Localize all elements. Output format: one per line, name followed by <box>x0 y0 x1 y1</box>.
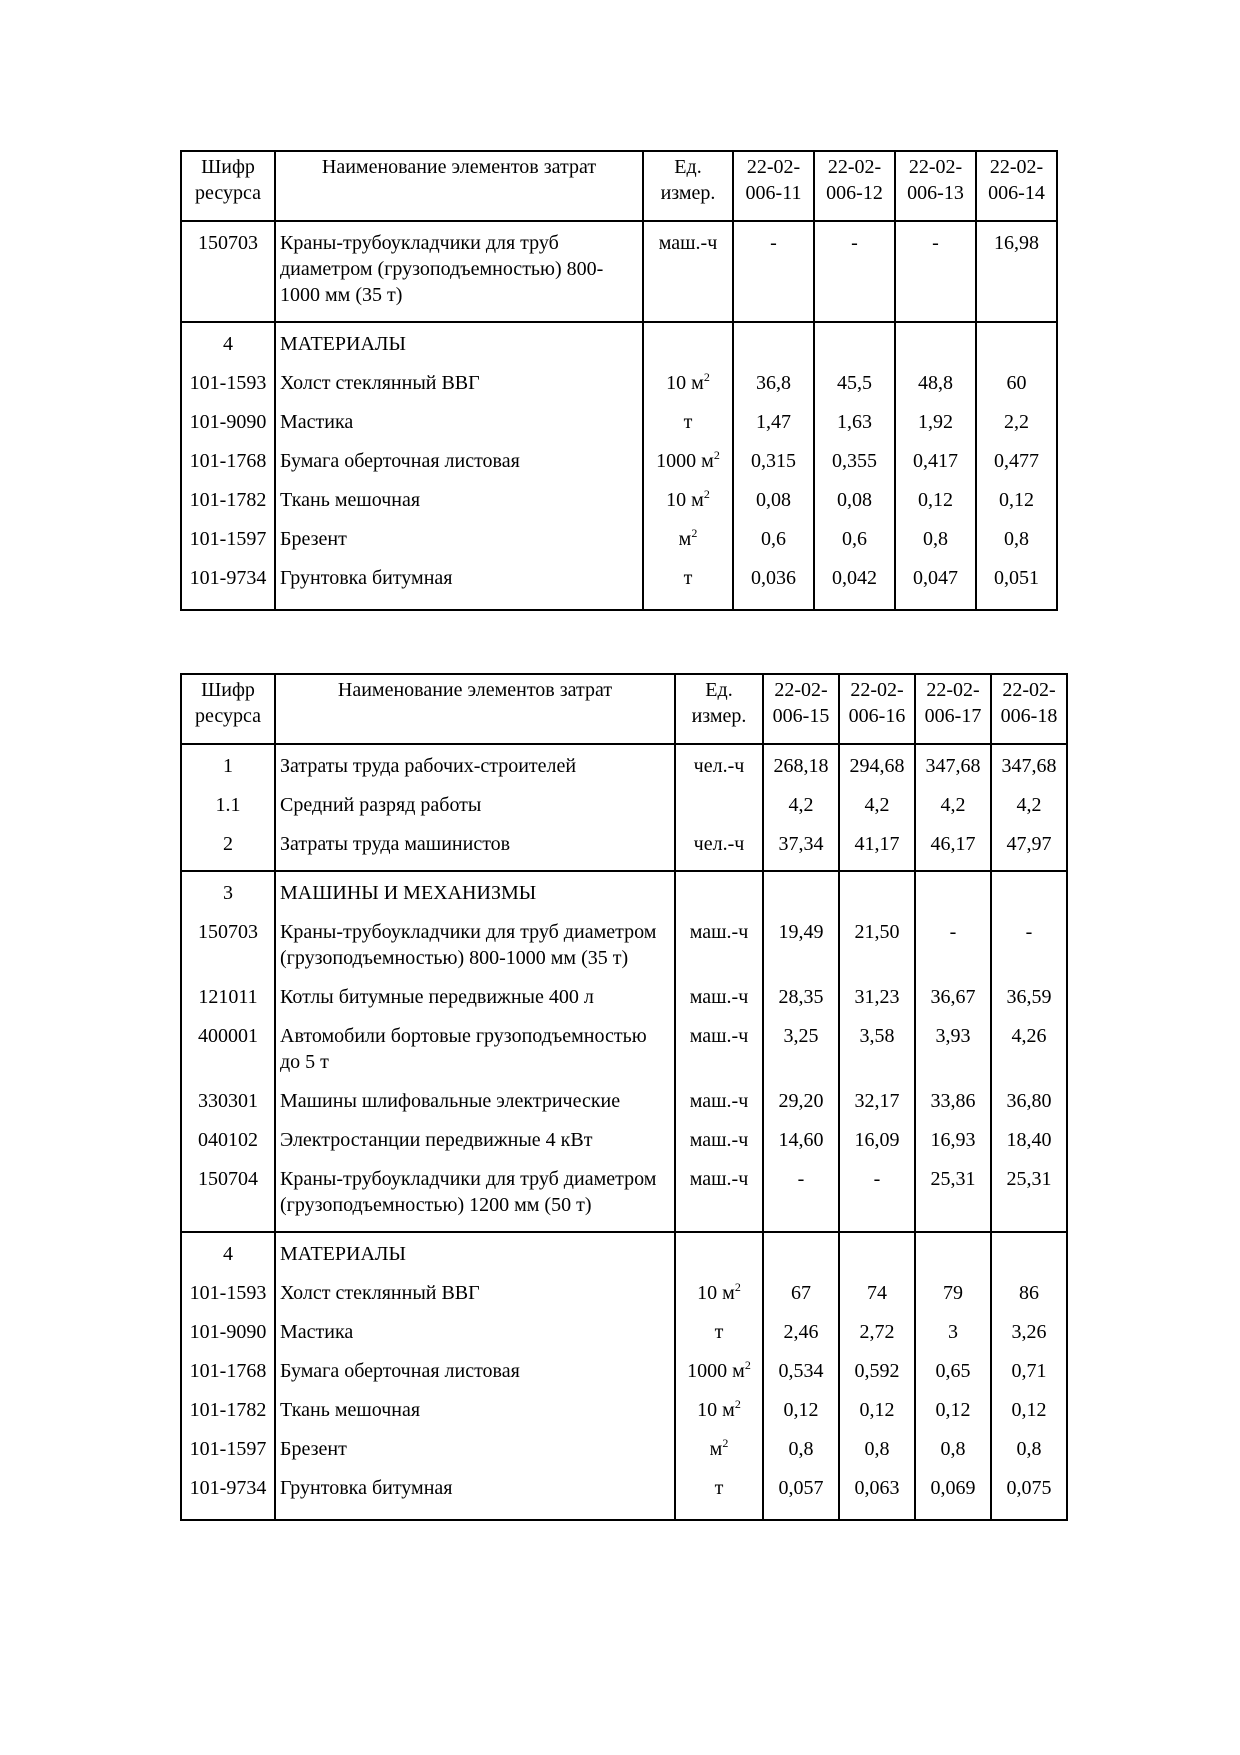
norm-value: 36,59 <box>991 984 1067 1023</box>
resource-code: 150703 <box>181 221 275 322</box>
unit-cell <box>643 487 733 526</box>
header-norm-code: 22-02-006-11 <box>733 151 814 221</box>
unit-cell <box>643 565 733 610</box>
unit-cell <box>675 1436 763 1475</box>
norm-value <box>915 1232 991 1280</box>
table-row <box>181 792 1067 831</box>
header-name: Наименование элементов затрат <box>275 674 675 744</box>
unit-text: маш.-ч <box>689 1025 749 1047</box>
norm-value: 18,40 <box>991 1127 1067 1166</box>
norm-value: 60 <box>976 370 1057 409</box>
norm-value: 347,68 <box>991 744 1067 792</box>
norm-value: 0,417 <box>895 448 976 487</box>
norm-value: 2,2 <box>976 409 1057 448</box>
resource-code: 101-1782 <box>181 487 275 526</box>
norm-value: 0,8 <box>763 1436 839 1475</box>
cost-element-name: Брезент <box>275 1436 675 1475</box>
norm-value: 0,315 <box>733 448 814 487</box>
norm-value: 0,6 <box>733 526 814 565</box>
header-norm-code: 22-02-006-14 <box>976 151 1057 221</box>
norm-value: 2,46 <box>763 1319 839 1358</box>
table-row <box>181 984 1067 1023</box>
norm-value: 4,2 <box>915 792 991 831</box>
norm-value: 0,12 <box>915 1397 991 1436</box>
table-row <box>181 370 1057 409</box>
resource-code: 101-1597 <box>181 1436 275 1475</box>
norm-value: 294,68 <box>839 744 915 792</box>
cost-element-name: Ткань мешочная <box>275 1397 675 1436</box>
norm-value: 0,036 <box>733 565 814 610</box>
unit-cell <box>675 1397 763 1436</box>
table-row <box>181 221 1057 322</box>
resource-code: 101-1593 <box>181 1280 275 1319</box>
unit-text: т <box>683 411 693 433</box>
unit-text: 10 м <box>666 372 704 394</box>
norm-value: 41,17 <box>839 831 915 871</box>
unit-cell <box>643 409 733 448</box>
norm-value: 47,97 <box>991 831 1067 871</box>
resource-code: 101-1597 <box>181 526 275 565</box>
cost-element-name: Краны-трубоукладчики для труб диаметром (грузоподъемностью) 1200 мм (50 т) <box>275 1166 675 1232</box>
norm-value: 0,057 <box>763 1475 839 1520</box>
norm-value: 0,042 <box>814 565 895 610</box>
norm-value: 0,8 <box>915 1436 991 1475</box>
norm-value: 3,93 <box>915 1023 991 1088</box>
table-row <box>181 1166 1067 1232</box>
unit-exponent: 2 <box>703 370 710 384</box>
norm-value: 0,8 <box>991 1436 1067 1475</box>
norm-value: 4,2 <box>763 792 839 831</box>
norm-value: 33,86 <box>915 1088 991 1127</box>
norm-value <box>976 322 1057 370</box>
resource-code: 150703 <box>181 919 275 984</box>
cost-element-name: Холст стеклянный ВВГ <box>275 1280 675 1319</box>
norm-value: - <box>839 1166 915 1232</box>
table-header-row <box>181 674 1067 744</box>
norm-value: 0,12 <box>991 1397 1067 1436</box>
norm-value: 16,09 <box>839 1127 915 1166</box>
norm-value: 3,58 <box>839 1023 915 1088</box>
norm-value: 3,25 <box>763 1023 839 1088</box>
header-unit: Ед. измер. <box>675 674 763 744</box>
norm-value: 31,23 <box>839 984 915 1023</box>
norm-value <box>733 322 814 370</box>
unit-cell <box>675 1319 763 1358</box>
unit-text: маш.-ч <box>658 232 718 254</box>
cost-element-name: Мастика <box>275 409 643 448</box>
norm-value: 0,8 <box>895 526 976 565</box>
norm-value: 36,67 <box>915 984 991 1023</box>
cost-element-name: Краны-трубоукладчики для труб диаметром (грузоподъемностью) 800-1000 мм (35 т) <box>275 919 675 984</box>
resource-code: 4 <box>181 322 275 370</box>
cost-element-name: Брезент <box>275 526 643 565</box>
cost-element-name: Мастика <box>275 1319 675 1358</box>
unit-exponent: 2 <box>722 1436 729 1450</box>
table-row <box>181 1232 1067 1280</box>
cost-element-name: Машины шлифовальные электрические <box>275 1088 675 1127</box>
norm-value: 0,047 <box>895 565 976 610</box>
resource-code: 101-1768 <box>181 448 275 487</box>
cost-element-name: Автомобили бортовые грузоподъемностью до 5 т <box>275 1023 675 1088</box>
resource-code: 101-1593 <box>181 370 275 409</box>
resource-code: 040102 <box>181 1127 275 1166</box>
norm-value: - <box>763 1166 839 1232</box>
table-row <box>181 1319 1067 1358</box>
unit-cell <box>675 1280 763 1319</box>
cost-element-name: Котлы битумные передвижные 400 л <box>275 984 675 1023</box>
table-header-row <box>181 151 1057 221</box>
table-row <box>181 1397 1067 1436</box>
unit-cell <box>643 322 733 370</box>
unit-cell <box>675 1166 763 1232</box>
table-row <box>181 1280 1067 1319</box>
norm-value: - <box>895 221 976 322</box>
unit-cell <box>675 919 763 984</box>
norm-value: 36,8 <box>733 370 814 409</box>
norm-value <box>895 322 976 370</box>
unit-cell <box>675 1127 763 1166</box>
resource-code: 101-9734 <box>181 1475 275 1520</box>
unit-cell <box>643 448 733 487</box>
header-name: Наименование элементов затрат <box>275 151 643 221</box>
norm-value: 0,12 <box>839 1397 915 1436</box>
norm-value: 74 <box>839 1280 915 1319</box>
norm-value: 1,63 <box>814 409 895 448</box>
header-unit: Ед. измер. <box>643 151 733 221</box>
cost-element-name: Затраты труда машинистов <box>275 831 675 871</box>
norm-value: 0,65 <box>915 1358 991 1397</box>
norm-value: 36,80 <box>991 1088 1067 1127</box>
norm-value: 4,26 <box>991 1023 1067 1088</box>
resource-code: 101-9090 <box>181 1319 275 1358</box>
unit-text: чел.-ч <box>693 755 745 777</box>
norm-value <box>991 871 1067 919</box>
norm-value: 67 <box>763 1280 839 1319</box>
header-norm-code: 22-02-006-12 <box>814 151 895 221</box>
norm-value <box>814 322 895 370</box>
norm-value: 45,5 <box>814 370 895 409</box>
unit-text: 10 м <box>697 1282 735 1304</box>
table-row <box>181 831 1067 871</box>
table-row <box>181 1475 1067 1520</box>
table-row <box>181 409 1057 448</box>
resource-code: 3 <box>181 871 275 919</box>
table-row <box>181 1127 1067 1166</box>
unit-cell <box>675 1358 763 1397</box>
norm-value: 1,47 <box>733 409 814 448</box>
cost-element-name: Ткань мешочная <box>275 487 643 526</box>
norm-value: 0,08 <box>733 487 814 526</box>
header-norm-code: 22-02-006-18 <box>991 674 1067 744</box>
norm-value: 46,17 <box>915 831 991 871</box>
unit-text: маш.-ч <box>689 1090 749 1112</box>
header-norm-code: 22-02-006-17 <box>915 674 991 744</box>
resource-table-2 <box>180 673 1068 1521</box>
resource-code: 400001 <box>181 1023 275 1088</box>
unit-exponent: 2 <box>734 1280 741 1294</box>
table-row <box>181 744 1067 792</box>
cost-element-name: Бумага оберточная листовая <box>275 1358 675 1397</box>
norm-value: 0,051 <box>976 565 1057 610</box>
section-title: МАТЕРИАЛЫ <box>275 1232 675 1280</box>
unit-cell <box>675 1232 763 1280</box>
norm-value: 3,26 <box>991 1319 1067 1358</box>
cost-element-name: Грунтовка битумная <box>275 565 643 610</box>
table-row <box>181 526 1057 565</box>
table-row <box>181 1088 1067 1127</box>
resource-code: 150704 <box>181 1166 275 1232</box>
unit-cell <box>675 744 763 792</box>
norm-value: 0,075 <box>991 1475 1067 1520</box>
resource-code: 4 <box>181 1232 275 1280</box>
norm-value: 28,35 <box>763 984 839 1023</box>
norm-value <box>839 1232 915 1280</box>
unit-cell <box>675 1475 763 1520</box>
norm-value: 16,98 <box>976 221 1057 322</box>
table-row <box>181 1023 1067 1088</box>
header-norm-code: 22-02-006-16 <box>839 674 915 744</box>
resource-code: 101-1782 <box>181 1397 275 1436</box>
unit-exponent: 2 <box>713 448 720 462</box>
unit-cell <box>675 792 763 831</box>
norm-value: 0,8 <box>839 1436 915 1475</box>
header-norm-code: 22-02-006-13 <box>895 151 976 221</box>
unit-text: м <box>678 528 692 550</box>
norm-value: - <box>991 919 1067 984</box>
norm-value: 0,592 <box>839 1358 915 1397</box>
norm-value: 0,12 <box>976 487 1057 526</box>
unit-exponent: 2 <box>744 1358 751 1372</box>
norm-value: 0,8 <box>976 526 1057 565</box>
cost-element-name: Бумага оберточная листовая <box>275 448 643 487</box>
norm-value: 19,49 <box>763 919 839 984</box>
unit-text: 10 м <box>697 1399 735 1421</box>
unit-text: 1000 м <box>687 1360 745 1382</box>
norm-value: 21,50 <box>839 919 915 984</box>
resource-code: 101-9734 <box>181 565 275 610</box>
norm-value: 0,08 <box>814 487 895 526</box>
norm-value: 25,31 <box>991 1166 1067 1232</box>
norm-value: 32,17 <box>839 1088 915 1127</box>
cost-element-name: Холст стеклянный ВВГ <box>275 370 643 409</box>
resource-table-1 <box>180 150 1058 611</box>
resource-code: 330301 <box>181 1088 275 1127</box>
norm-value: 3 <box>915 1319 991 1358</box>
section-title: МАШИНЫ И МЕХАНИЗМЫ <box>275 871 675 919</box>
cost-element-name: Затраты труда рабочих-строителей <box>275 744 675 792</box>
unit-cell <box>675 984 763 1023</box>
unit-text: т <box>683 567 693 589</box>
unit-text: м <box>709 1438 723 1460</box>
unit-text: маш.-ч <box>689 1129 749 1151</box>
norm-value: 1,92 <box>895 409 976 448</box>
norm-value: 347,68 <box>915 744 991 792</box>
norm-value <box>763 1232 839 1280</box>
unit-text: маш.-ч <box>689 1168 749 1190</box>
norm-value: - <box>814 221 895 322</box>
unit-text: т <box>714 1477 724 1499</box>
table-row <box>181 1436 1067 1475</box>
norm-value: 0,534 <box>763 1358 839 1397</box>
norm-value: 0,355 <box>814 448 895 487</box>
table-row <box>181 565 1057 610</box>
norm-value: 4,2 <box>839 792 915 831</box>
unit-text: чел.-ч <box>693 833 745 855</box>
unit-cell <box>643 526 733 565</box>
unit-text: маш.-ч <box>689 921 749 943</box>
unit-exponent: 2 <box>691 526 698 540</box>
resource-code: 101-1768 <box>181 1358 275 1397</box>
norm-value: - <box>733 221 814 322</box>
cost-element-name: Грунтовка битумная <box>275 1475 675 1520</box>
norm-value: 0,12 <box>763 1397 839 1436</box>
norm-value: 16,93 <box>915 1127 991 1166</box>
norm-value: 0,063 <box>839 1475 915 1520</box>
unit-exponent: 2 <box>734 1397 741 1411</box>
header-code: Шифр ресурса <box>181 674 275 744</box>
norm-value: 0,71 <box>991 1358 1067 1397</box>
norm-value: 29,20 <box>763 1088 839 1127</box>
unit-text: маш.-ч <box>689 986 749 1008</box>
unit-text: т <box>714 1321 724 1343</box>
norm-value: 14,60 <box>763 1127 839 1166</box>
resource-code: 121011 <box>181 984 275 1023</box>
norm-value: 0,6 <box>814 526 895 565</box>
header-code: Шифр ресурса <box>181 151 275 221</box>
norm-value: 2,72 <box>839 1319 915 1358</box>
unit-cell <box>675 1023 763 1088</box>
unit-cell <box>643 221 733 322</box>
resource-code: 1.1 <box>181 792 275 831</box>
table-row <box>181 487 1057 526</box>
table-row <box>181 871 1067 919</box>
unit-cell <box>675 1088 763 1127</box>
unit-cell <box>675 871 763 919</box>
unit-cell <box>675 831 763 871</box>
section-title: МАТЕРИАЛЫ <box>275 322 643 370</box>
norm-value: - <box>915 919 991 984</box>
resource-code: 101-9090 <box>181 409 275 448</box>
norm-value: 25,31 <box>915 1166 991 1232</box>
table-row <box>181 919 1067 984</box>
norm-value: 0,069 <box>915 1475 991 1520</box>
unit-cell <box>643 370 733 409</box>
resource-code: 2 <box>181 831 275 871</box>
table-row <box>181 322 1057 370</box>
norm-value <box>763 871 839 919</box>
norm-value: 268,18 <box>763 744 839 792</box>
table-row <box>181 1358 1067 1397</box>
norm-value: 0,477 <box>976 448 1057 487</box>
norm-value: 4,2 <box>991 792 1067 831</box>
norm-value <box>915 871 991 919</box>
table-row <box>181 448 1057 487</box>
norm-value: 86 <box>991 1280 1067 1319</box>
norm-value: 48,8 <box>895 370 976 409</box>
cost-element-name: Средний разряд работы <box>275 792 675 831</box>
norm-value: 79 <box>915 1280 991 1319</box>
resource-code: 1 <box>181 744 275 792</box>
header-norm-code: 22-02-006-15 <box>763 674 839 744</box>
unit-text: 1000 м <box>656 450 714 472</box>
unit-text: 10 м <box>666 489 704 511</box>
norm-value: 0,12 <box>895 487 976 526</box>
unit-exponent: 2 <box>703 487 710 501</box>
norm-value <box>991 1232 1067 1280</box>
cost-element-name: Электростанции передвижные 4 кВт <box>275 1127 675 1166</box>
norm-value: 37,34 <box>763 831 839 871</box>
norm-value <box>839 871 915 919</box>
cost-element-name: Краны-трубоукладчики для труб диаметром (грузоподъемностью) 800-1000 мм (35 т) <box>275 221 643 322</box>
